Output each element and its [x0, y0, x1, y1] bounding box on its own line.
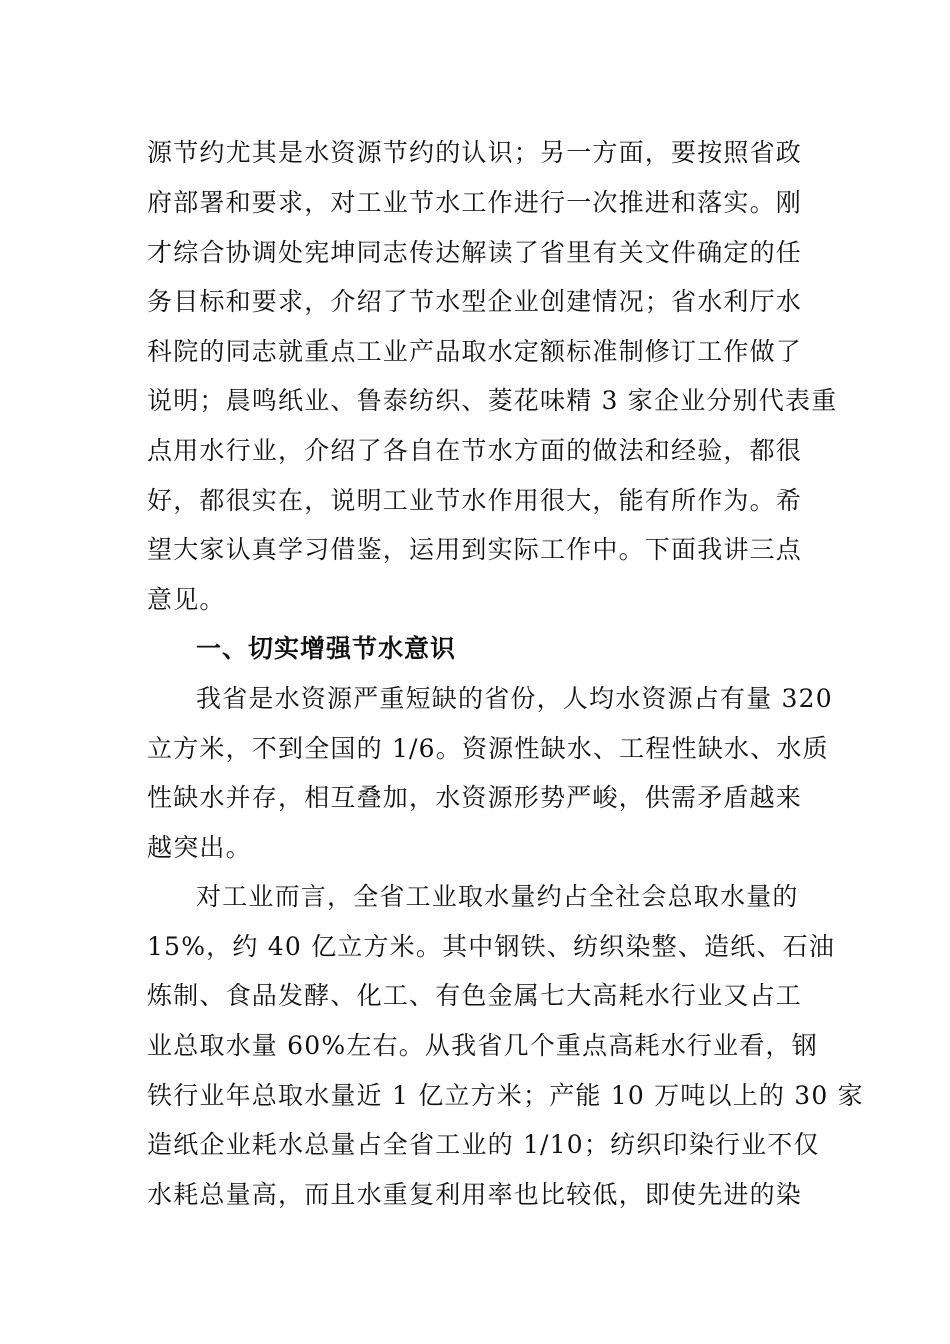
- intro-line-3: 才综合协调处宪坤同志传达解读了省里有关文件确定的任: [147, 238, 803, 267]
- paragraph-3-line-7: 水耗总量高，而且水重复利用率也比较低，即使先进的染: [147, 1180, 803, 1209]
- intro-line-8: 好，都很实在，说明工业节水作用很大，能有所作为。希: [147, 486, 803, 515]
- intro-line-7: 点用水行业，介绍了各自在节水方面的做法和经验，都很: [147, 436, 803, 465]
- paragraph-2-line-3: 性缺水并存，相互叠加，水资源形势严峻，供需矛盾越来: [147, 783, 803, 812]
- paragraph-2-line-4: 越突出。: [147, 833, 252, 862]
- paragraph-3-line-3: 炼制、食品发酵、化工、有色金属七大高耗水行业又占工: [147, 981, 803, 1010]
- paragraph-3-line-5: 铁行业年总取水量近 1 亿立方米；产能 10 万吨以上的 30 家: [147, 1081, 864, 1110]
- section-heading: 一、切实增强节水意识: [196, 634, 457, 663]
- paragraph-3-line-4: 业总取水量 60%左右。从我省几个重点高耗水行业看，钢: [147, 1031, 818, 1060]
- intro-line-6: 说明；晨鸣纸业、鲁泰纺织、菱花味精 3 家企业分别代表重: [147, 386, 838, 415]
- paragraph-2-line-2: 立方米，不到全国的 1/6。资源性缺水、工程性缺水、水质: [147, 734, 829, 763]
- intro-line-1: 源节约尤其是水资源节约的认识；另一方面，要按照省政: [147, 138, 803, 167]
- paragraph-2-line-1: 我省是水资源严重短缺的省份，人均水资源占有量 320: [196, 684, 833, 713]
- intro-line-5: 科院的同志就重点工业产品取水定额标准制修订工作做了: [147, 337, 803, 366]
- intro-line-9: 望大家认真学习借鉴，运用到实际工作中。下面我讲三点: [147, 535, 803, 564]
- intro-line-2: 府部署和要求，对工业节水工作进行一次推进和落实。刚: [147, 188, 803, 217]
- paragraph-3-line-6: 造纸企业耗水总量占全省工业的 1/10；纺织印染行业不仅: [147, 1130, 820, 1159]
- paragraph-3-line-2: 15%，约 40 亿立方米。其中钢铁、纺织染整、造纸、石油: [147, 932, 836, 961]
- paragraph-3-line-1: 对工业而言，全省工业取水量约占全社会总取水量的: [196, 882, 799, 911]
- intro-line-4: 务目标和要求，介绍了节水型企业创建情况；省水利厅水: [147, 287, 803, 316]
- intro-line-10: 意见。: [147, 585, 226, 614]
